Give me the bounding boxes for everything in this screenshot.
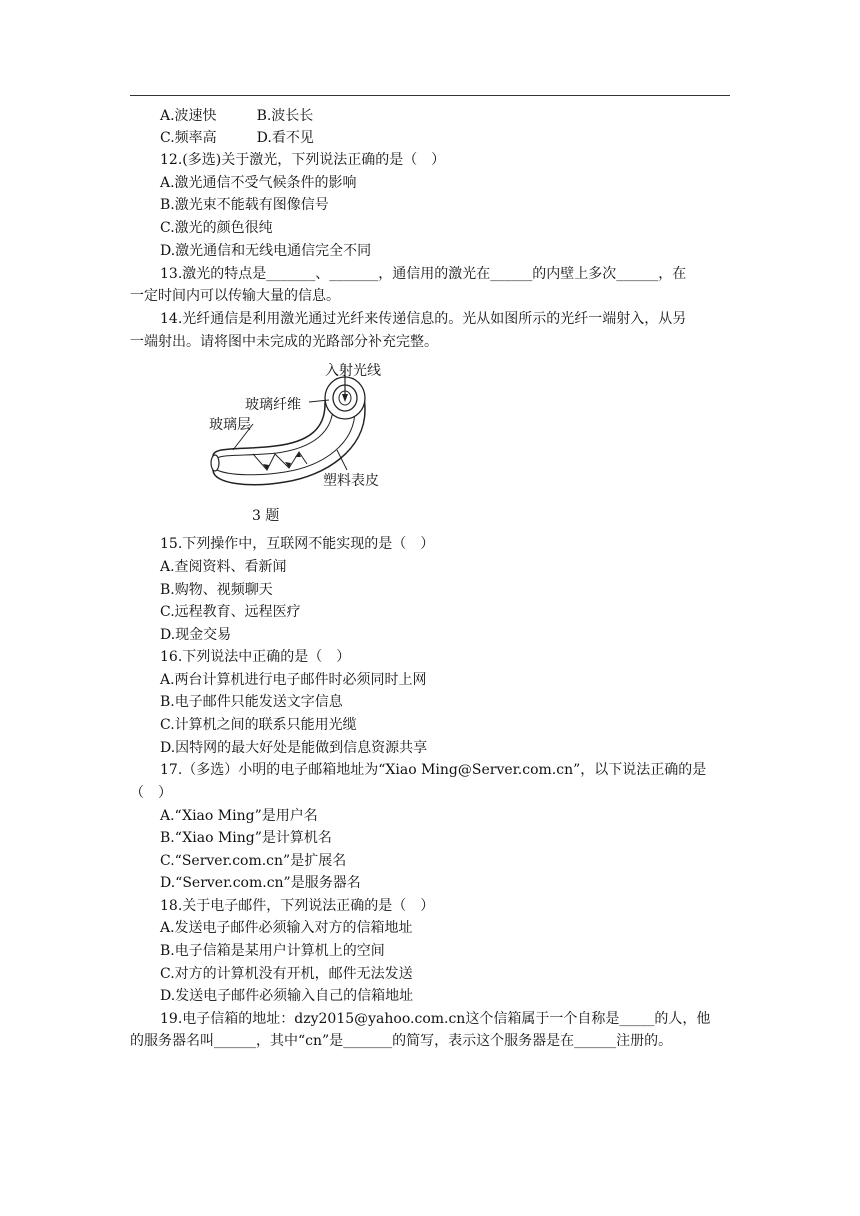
q15-option-d: D.现金交易 — [160, 627, 232, 643]
label-incident-light: 入射光线 — [325, 363, 381, 379]
label-plastic-sheath: 塑料表皮 — [323, 473, 379, 489]
q13-line1: 13.激光的特点是_______、_______，通信用的激光在______的内壁上多次______，在 — [160, 266, 687, 282]
q18-option-c: C.对方的计算机没有开机，邮件无法发送 — [160, 966, 413, 982]
q16-stem: 16.下列说法中正确的是（ ） — [160, 649, 351, 665]
q17-line1: 17.（多选）小明的电子邮箱地址为“Xiao Ming@Server.com.cn”，以下说法正确的是 — [160, 762, 707, 778]
q16-option-d: D.因特网的最大好处是能做到信息资源共享 — [160, 740, 428, 756]
q16-option-c: C.计算机之间的联系只能用光缆 — [160, 717, 357, 733]
q12-option-a: A.激光通信不受气候条件的影响 — [160, 175, 357, 191]
q12-stem: 12.(多选)关于激光，下列说法正确的是（ ） — [160, 152, 446, 168]
q18-option-d: D.发送电子邮件必须输入自己的信箱地址 — [160, 988, 414, 1004]
q17-option-d: D.“Server.com.cn”是服务器名 — [160, 875, 361, 891]
label-glass-fiber: 玻璃纤维 — [245, 397, 301, 413]
q19-line1: 19.电子信箱的地址：dzy2015@yahoo.com.cn这个信箱属于一个自称是_____的人，他 — [160, 1011, 711, 1027]
q19-line2: 的服务器名叫______，其中“cn”是_______的简写，表示这个服务器是在______注册的。 — [130, 1033, 673, 1049]
q15-stem: 15.下列操作中，互联网不能实现的是（ ） — [160, 536, 435, 552]
q17-line2: （ ） — [130, 785, 172, 801]
q11-option-a: A.波速快 — [160, 108, 217, 124]
header-rule — [130, 95, 730, 96]
q11-option-b: B.波长长 — [256, 108, 314, 124]
q14-line1: 14.光纤通信是利用激光通过光纤来传递信息的。光从如图所示的光纤一端射入，从另 — [160, 311, 687, 327]
q14-line2: 一端射出。请将图中未完成的光路部分补充完整。 — [130, 334, 438, 350]
q15-option-b: B.购物、视频聊天 — [160, 582, 273, 598]
q13-line2: 一定时间内可以传输大量的信息。 — [130, 288, 340, 304]
q11-options-row2 — [160, 128, 730, 148]
q18-option-a: A.发送电子邮件必须输入对方的信箱地址 — [160, 920, 413, 936]
figure-caption: 3 题 — [252, 508, 280, 524]
q12-option-d: D.激光通信和无线电通信完全不同 — [160, 243, 372, 259]
q12-option-b: B.激光束不能载有图像信号 — [160, 197, 329, 213]
q17-option-c: C.“Server.com.cn”是扩展名 — [160, 853, 347, 869]
optical-fiber-figure — [205, 358, 405, 498]
q18-option-b: B.电子信箱是某用户计算机上的空间 — [160, 943, 385, 959]
q17-option-a: A.“Xiao Ming”是用户名 — [160, 808, 318, 824]
q18-stem: 18.关于电子邮件，下列说法正确的是（ ） — [160, 898, 435, 914]
q11-options-row1 — [160, 106, 730, 126]
q16-option-b: B.电子邮件只能发送文字信息 — [160, 694, 343, 710]
q11-option-c: C.频率高 — [160, 130, 217, 146]
label-glass-layer: 玻璃层 — [209, 417, 251, 433]
q17-option-b: B.“Xiao Ming”是计算机名 — [160, 830, 332, 846]
q16-option-a: A.两台计算机进行电子邮件时必须同时上网 — [160, 672, 427, 688]
q15-option-a: A.查阅资料、看新闻 — [160, 559, 287, 575]
q15-option-c: C.远程教育、远程医疗 — [160, 604, 301, 620]
q11-option-d: D.看不见 — [256, 130, 314, 146]
q12-option-c: C.激光的颜色很纯 — [160, 220, 273, 236]
